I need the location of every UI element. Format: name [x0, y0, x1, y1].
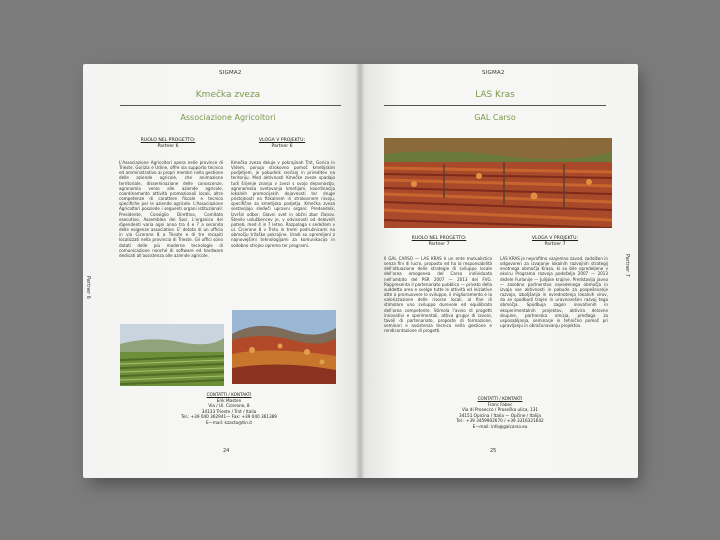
right-title-rule [384, 105, 606, 106]
book-spine [355, 64, 365, 478]
right-page-number: 25 [490, 448, 497, 454]
right-title: LAS Kras [475, 90, 515, 100]
left-col2-role: Partner 6 [271, 144, 293, 149]
autumn-hills-photo [232, 310, 336, 384]
left-page-number: 24 [223, 448, 230, 454]
left-col1-text: L'Associazione Agricoltori opera nelle province di Trieste, Gorizia e Udine, offre sia supporto tecnico ed amministrativo ai propri membri nella gestione delle aziende agricole, che animazione territoriale, disseminazione delle conoscenze, agronomia verso alle aziende agricole, coordinamento attività promozionali locali, altre competenze di carattere fiscale e tecnico specifiche per le aziende agricole. L'Associazione Agricoltori possiede i seguenti organi istituzionali: Presidente, Consiglio Direttivo, Comitato esecutivo, Assemblea dei Soci. L'organico dei dipendenti varia ogni anno tra 4 e 7 a seconda delle esigenze associative. E' dotata di un ufficio in via Cicerone 8 a Trieste e di tre recapiti localizzati nella provincia di Trieste. Gli uffici sono dotati delle più moderne tecnologie di comunicazione nonché di software ed hardware dedicati all'assistenza alle aziende agricole. [119, 160, 223, 258]
left-side-tab: Partner 6 [85, 276, 91, 299]
right-page [360, 64, 638, 478]
left-contact-line: Via / Ul. Cicerone, 8 [208, 403, 250, 408]
right-contact-line: E—mail: info@galcarso.eu [472, 423, 528, 429]
right-contact [430, 396, 570, 429]
right-contact-line: Franc Fabec [487, 401, 513, 407]
right-col1-text: Il GAL CARSO — LAS KRAS è un ente mutualistico senza fini di lucro, proposto ed ha la responsabilità dell'attuazione delle strategie di sviluppo locale dell'area omogenea del Carso individuata nell'ambito del PSR 2007 — 2013 del FVG. Rappresenta il partenariato pubblico — privato della suddetta area e svolge tutte le attività ed iniziative atte a promuovere lo sviluppo, il miglioramento e la valorizzazione delle risorse locali, al fine di stimolare uno sviluppo durevole ed equilibrato dell'area competente. Stimola l'avvio di progetti innovativi e sperimentali, attiva gruppi di lavoro, tavoli di partenariato, proposte di formazione, seminari e assistenza tecnica nella gestione e rendicontazione di progetti. [384, 256, 492, 334]
right-col1-role: Partner 7 [428, 242, 450, 247]
left-header: SIGMA2 [219, 70, 242, 76]
right-col1-heading [384, 236, 494, 248]
right-side-tab: Partner 7 [624, 254, 630, 277]
right-col2-heading-label: VLOGA V PROJEKTU: [531, 236, 579, 241]
left-col1-heading-label: RUOLO NEL PROGETTO: [140, 138, 196, 143]
right-contact-line: Tel.: +39 3459902670 / +39 3316321642 [456, 418, 544, 423]
right-subtitle: GAL Carso [474, 113, 516, 122]
right-contact-line: Via di Prosecco / Prosečka ulica, 131 [461, 407, 539, 412]
left-col2-text: Kmečka zveza deluje v pokrajinah Trst, Gorica in Videm, ponuja strokovno pomoč kmetijskim podjetjem, je pobudnik srečanj in prireditev na teritoriju. Med aktivnosti Kmečke zveze spadajo tudi širjenje znanja v zvezi s svojo dejavnostjo, agronomska svetovanja kmetijam, koordinacija lokalnih promocijskih dejavnosti ter druge pristojnosti na fiskalnem in strokovnem nivoju, specifične za kmetijska podjetja. Kmečka zveza sestavljajo sledeči upravni organi: Predsednik, Izvršni odbor, Glavni svet in občni zbor članov. Število uslužbencev je, v odvisnosti od delovnih potreb, med 4 in 7 letno. Razpolaga s sedežem v ul. Cicerone 8 v Trstu in tremi podružnicami na območju tržaške pokrajine. Uradi so opremljeni z najnovejšimi tehnologijami za komunikacijo in sodobno strojno opremo ter programi. [231, 160, 335, 248]
right-col1-heading-label: RUOLO NEL PROGETTO: [411, 236, 467, 241]
left-title-rule [120, 105, 341, 106]
left-contact-line: E—mail: kzacto@tin.it [205, 419, 253, 425]
left-col1-role: Partner 6 [157, 144, 179, 149]
vineyard-photo [120, 324, 224, 386]
left-page [83, 64, 360, 478]
left-title: Kmečka zveza [195, 90, 261, 100]
left-contact-line: Tel.: +39 040 362941— Fax: +39 040 361389 [181, 414, 277, 419]
right-contact-line: 34151 Opicina / Italia — Opčine / Italija [459, 412, 541, 418]
right-col2-heading [500, 236, 610, 248]
right-header: SIGMA2 [482, 70, 505, 76]
right-contact-heading: CONTATTI / KONTAKTI [477, 396, 523, 401]
left-contact-heading: CONTATTI / KONTAKTI [206, 392, 252, 397]
left-subtitle: Associazione Agricoltori [180, 113, 276, 122]
left-col2-heading-label: VLOGA V PROJEKTU: [258, 138, 306, 143]
left-col1-heading [117, 138, 219, 150]
left-contact [171, 392, 287, 425]
autumn-vineyard-photo [384, 138, 612, 228]
right-col2-role: Partner 7 [544, 242, 566, 247]
right-col2-text: LAS KRAS je neprofitno vzajemno zavod, zadolžen in odgovoren za izvajanje lokalnih razvojnih strategij enotnega območja Krasa, ki so bile opredeljene v okviru Programa razvoja podeželja 2007 — 2013 dežele Furlanije — Julijske krajine. Predstavlja javno — zasebno partnerstvo navedenega območja in izvaja vse aktivnosti in pobude za pospeševanje razvoja, izboljšanja in ovrednotenja lokalnih virov, da se spodbudi trajen in uravnovešen razvoj tega območja. Spodbuja zagon inovativnih in eksperimentalnih projektov, aktivira delovne skupine, partnerska omizja, predlaga za usposabljanja, seminarje in tehnično pomoč pri upravljanju in obračunavanju projektov. [500, 256, 608, 329]
left-contact-line: Erik Masten [216, 397, 242, 403]
left-contact-line: 34133 Trieste / Trst / Italia [201, 408, 257, 414]
left-col2-heading [231, 138, 333, 150]
